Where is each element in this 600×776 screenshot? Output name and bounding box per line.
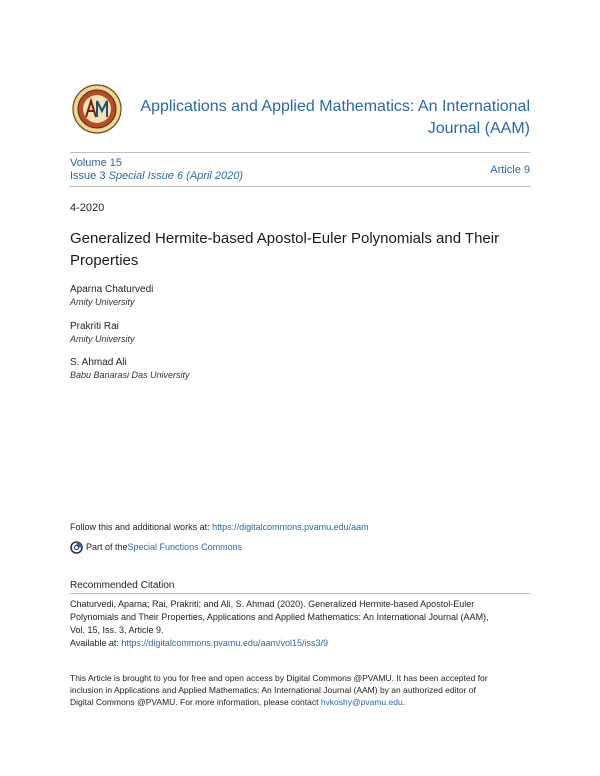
access-notice-suffix: .: [402, 697, 406, 707]
commons-network-icon: [70, 541, 83, 554]
author-affiliation: Babu Banarasi Das University: [70, 370, 190, 380]
recommended-citation-heading: Recommended Citation: [70, 580, 175, 591]
access-notice-prefix: Digital Commons @PVAMU. For more information, please contact: [70, 697, 321, 707]
journal-title[interactable]: [130, 96, 530, 140]
volume-link[interactable]: Volume 15: [70, 157, 122, 169]
citation-line: Chaturvedi, Aparna; Rai, Prakriti; and Ali, S. Ahmad (2020). Generalized Hermite-based Apostol-Euler: [70, 599, 475, 609]
author-name: Aparna Chaturvedi: [70, 284, 154, 295]
citation-text: [70, 598, 535, 650]
part-of-line: [70, 541, 242, 554]
available-prefix: Available at:: [70, 638, 122, 648]
author-entry: [70, 356, 190, 382]
available-link[interactable]: https://digitalcommons.pvamu.edu/aam/vol15/iss3/9: [121, 638, 328, 648]
citation-line: Polynomials and Their Properties, Applications and Applied Mathematics: An International Journal (AAM),: [70, 612, 489, 622]
publication-date: 4-2020: [70, 202, 105, 214]
follow-link[interactable]: https://digitalcommons.pvamu.edu/aam: [212, 522, 369, 532]
journal-logo-icon: [72, 84, 122, 134]
article-number-link[interactable]: Article 9: [490, 164, 530, 176]
divider: [70, 152, 530, 153]
author-entry: [70, 320, 135, 346]
access-notice-line: inclusion in Applications and Applied Mathematics: An International Journal (AAM) by an authorized editor of: [70, 685, 476, 695]
journal-title-line1[interactable]: Applications and Applied Mathematics: An International: [140, 98, 530, 115]
article-title-line2: Properties: [70, 252, 139, 269]
issue-number[interactable]: Issue 3: [70, 170, 106, 182]
special-issue[interactable]: Special Issue 6 (April 2020): [108, 170, 244, 182]
author-affiliation: Amity University: [70, 297, 135, 307]
access-notice-line: This Article is brought to you for free and open access by Digital Commons @PVAMU. It has been accepted for: [70, 673, 488, 683]
access-notice: [70, 672, 535, 708]
author-affiliation: Amity University: [70, 334, 135, 344]
author-name: S. Ahmad Ali: [70, 357, 127, 368]
journal-title-line2[interactable]: Journal (AAM): [427, 120, 530, 137]
follow-prefix: Follow this and additional works at:: [70, 522, 213, 532]
citation-line: Vol. 15, Iss. 3, Article 9.: [70, 625, 164, 635]
article-title: [70, 228, 540, 272]
commons-link[interactable]: Special Functions Commons: [127, 542, 243, 552]
author-entry: [70, 283, 153, 309]
divider: [70, 593, 530, 594]
author-name: Prakriti Rai: [70, 321, 119, 332]
article-title-line1: Generalized Hermite-based Apostol-Euler Polynomials and Their: [70, 230, 500, 247]
available-at-line: [70, 637, 535, 650]
part-of-prefix: Part of the: [86, 542, 128, 552]
divider: [70, 186, 530, 187]
volume-issue-block: [70, 157, 243, 183]
issue-link[interactable]: [70, 170, 243, 183]
follow-line: [70, 521, 369, 534]
contact-email-link[interactable]: hvkoshy@pvamu.edu: [320, 697, 403, 707]
access-notice-line: [70, 696, 535, 708]
